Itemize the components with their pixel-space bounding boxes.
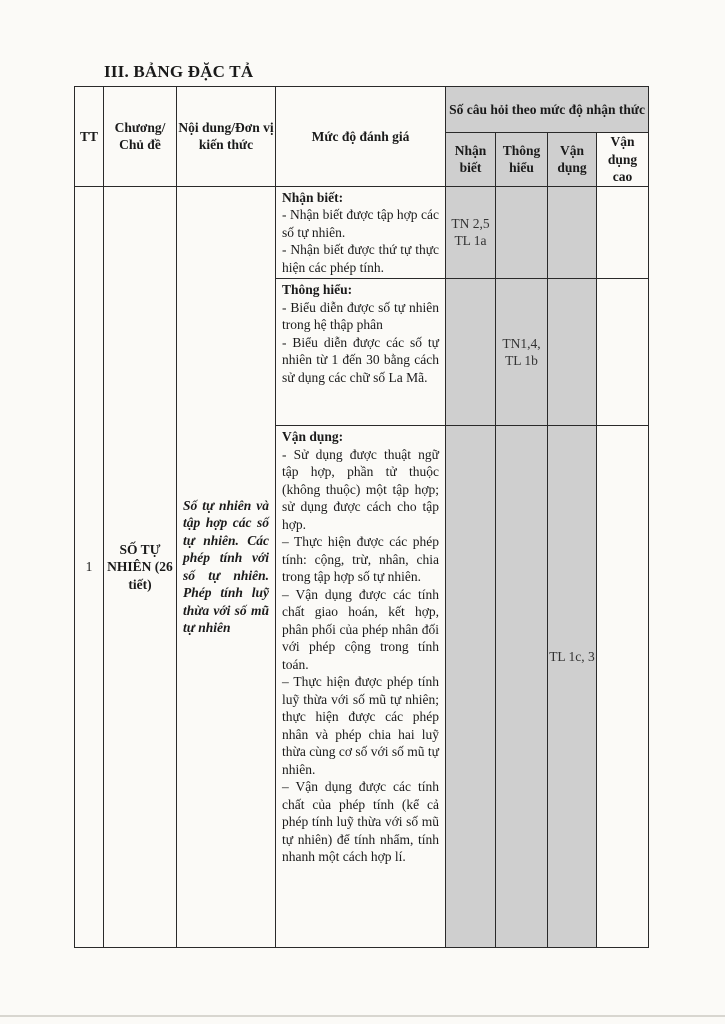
- cell-empty: [446, 279, 496, 426]
- criteria-item: - Nhận biết được tập hợp các số tự nhiên.: [282, 207, 439, 240]
- header-van-dung: Vận dụng: [548, 133, 597, 187]
- row-noi-dung: Số tự nhiên và tập hợp các số tự nhiên. Các phép tính với số tự nhiên. Phép tính luỹ thừa với số mũ tự nhiên: [177, 186, 276, 948]
- header-muc-do: Mức độ đánh giá: [276, 87, 446, 187]
- level-label-thong-hieu: Thông hiểu:: [282, 282, 353, 297]
- header-nhan-biet: Nhận biết: [446, 133, 496, 187]
- mark-thong-hieu: TN1,4, TL 1b: [496, 279, 548, 426]
- cell-empty: [597, 426, 649, 948]
- criteria-van-dung: [276, 426, 446, 948]
- header-tt: TT: [75, 87, 104, 187]
- cell-empty: [548, 186, 597, 279]
- header-chuong: Chương/ Chủ đề: [104, 87, 177, 187]
- level-label-nhan-biet: Nhận biết:: [282, 189, 344, 205]
- level-label-van-dung: Vận dụng:: [282, 429, 344, 444]
- criteria-item: – Vận dụng được các tính chất của phép tính (kể cả phép tính luỹ thừa với số mũ tự nhiên) để tính nhẩm, tính nhanh một cách hợp lí.: [282, 779, 439, 864]
- scan-edge-line: [0, 1015, 725, 1017]
- row-chuong: SỐ TỰ NHIÊN (26 tiết): [104, 186, 177, 948]
- row-tt: 1: [75, 186, 104, 948]
- cell-empty: [597, 279, 649, 426]
- header-van-dung-cao: Vận dụng cao: [597, 133, 649, 187]
- criteria-item: – Thực hiện được các phép tính: cộng, trừ, nhân, chia trong tập hợp số tự nhiên.: [282, 534, 439, 584]
- criteria-item: - Sử dụng được thuật ngữ tập hợp, phần tử thuộc (không thuộc) một tập hợp; sử dụng được cách cho tập hợp.: [282, 446, 439, 532]
- header-noi-dung: Nội dung/Đơn vị kiến thức: [177, 87, 276, 187]
- criteria-item: - Biểu diễn được các số tự nhiên từ 1 đến 30 bằng cách sử dụng các chữ số La Mã.: [282, 334, 439, 385]
- criteria-item: – Vận dụng được các tính chất giao hoán, kết hợp, phân phối của phép nhân đối với phép cộng trong tính toán.: [282, 586, 439, 672]
- cell-empty: [548, 279, 597, 426]
- criteria-item: - Biểu diễn được số tự nhiên trong hệ thập phân: [282, 299, 439, 332]
- header-thong-hieu: Thông hiểu: [496, 133, 548, 187]
- cell-empty: [446, 426, 496, 948]
- criteria-nhan-biet: [276, 186, 446, 279]
- criteria-item: - Nhận biết được thứ tự thực hiện các phép tính.: [282, 242, 439, 275]
- criteria-item: – Thực hiện được phép tính luỹ thừa với số mũ tự nhiên; thực hiện được các phép nhân và phép chia hai luỹ thừa cùng cơ số với số mũ tự nhiên.: [282, 674, 439, 777]
- mark-nhan-biet: TN 2,5 TL 1a: [446, 186, 496, 279]
- cell-empty: [496, 426, 548, 948]
- cell-empty: [496, 186, 548, 279]
- cell-empty: [597, 186, 649, 279]
- section-title: III. BẢNG ĐẶC TẢ: [104, 62, 254, 81]
- specification-table: [74, 86, 649, 948]
- mark-van-dung: TL 1c, 3: [548, 426, 597, 948]
- criteria-thong-hieu: [276, 279, 446, 426]
- header-so-cau: Số câu hỏi theo mức độ nhận thức: [446, 87, 649, 133]
